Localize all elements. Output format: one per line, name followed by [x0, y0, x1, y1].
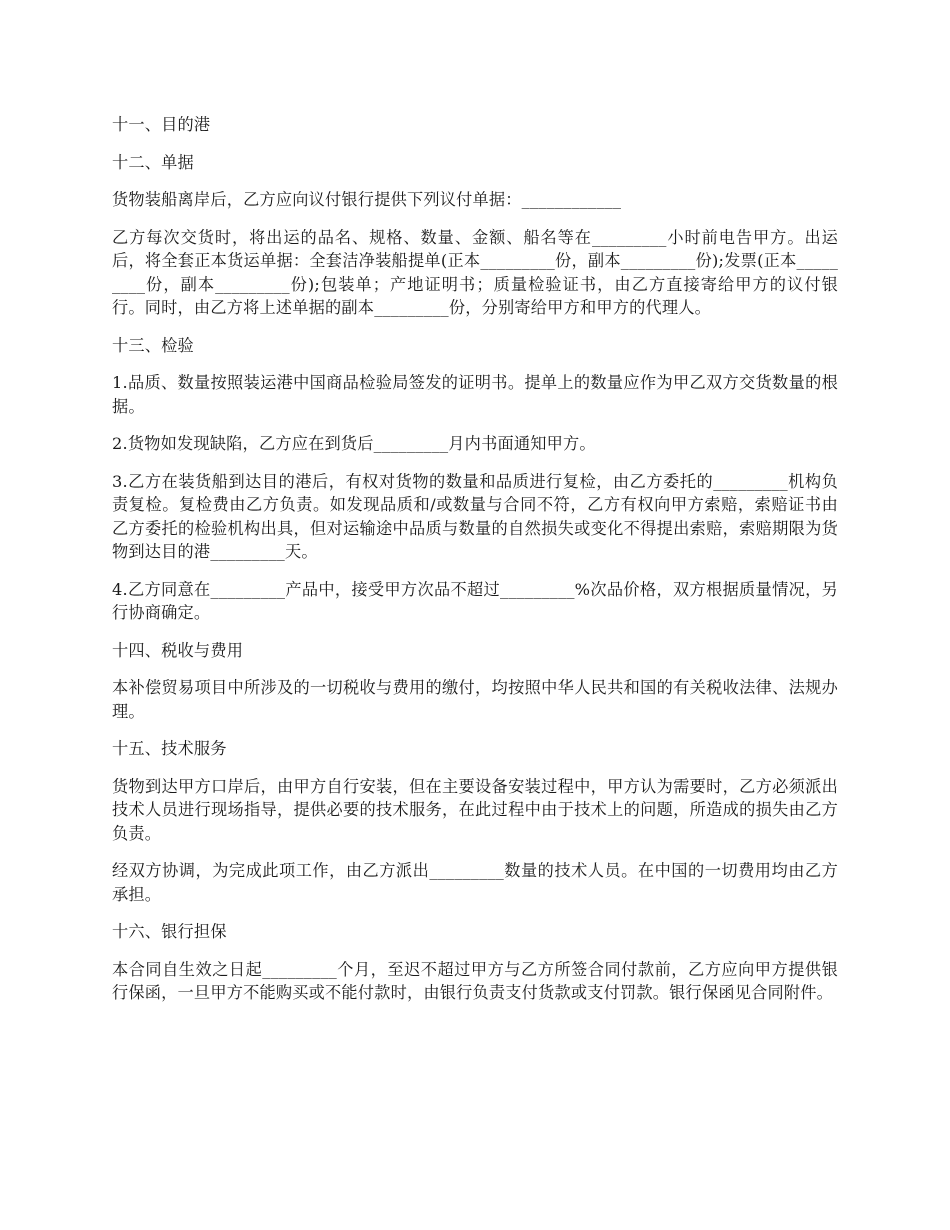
section-heading-documents: 十二、单据: [112, 152, 194, 172]
section-heading-technical-service: 十五、技术服务: [112, 739, 227, 758]
paragraph-technical-service-2: 经双方协调，为完成此项工作，由乙方派出_________数量的技术人员。在中国的一切费用均由乙方承担。: [112, 861, 838, 904]
paragraph-inspection-1: 1.品质、数量按照装运港中国商品检验局签发的证明书。提单上的数量应作为甲乙双方交货数量的根据。: [112, 373, 838, 416]
section-heading-taxes-fees: 十四、税收与费用: [112, 640, 244, 660]
section-heading-bank-guarantee: 十六、银行担保: [112, 922, 227, 941]
paragraph-inspection-4: 4.乙方同意在_________产品中，接受甲方次品不超过_________%次品价格，双方根据质量情况，另行协商确定。: [112, 579, 838, 622]
paragraph-technical-service-1: 货物到达甲方口岸后，由甲方自行安装，但在主要设备安装过程中，甲方认为需要时，乙方必须派出技术人员进行现场指导，提供必要的技术服务，在此过程中由于技术上的问题，所造成的损失由乙方负责。: [112, 776, 838, 843]
paragraph-taxes-fees: 本补偿贸易项目中所涉及的一切税收与费用的缴付，均按照中华人民共和国的有关税收法律、法规办理。: [112, 678, 838, 721]
document-page: [112, 113, 838, 1019]
paragraph-negotiation-documents: 货物装船离岸后，乙方应向议付银行提供下列议付单据：____________: [112, 190, 622, 209]
paragraph-inspection-3: 3.乙方在装货船到达目的港后，有权对货物的数量和品质进行复检，由乙方委托的_________机构负责复检。复检费由乙方负责。如发现品质和/或数量与合同不符，乙方有权向甲方索赔，索赔证书由乙方委托的检验机构出具，但对运输途中品质与数量的自然损失或变化不得提出索赔，索赔期限为货物到达目的港_________天。: [112, 471, 838, 561]
paragraph-inspection-2: 2.货物如发现缺陷，乙方应在到货后_________月内书面通知甲方。: [112, 434, 596, 453]
section-heading-inspection: 十三、检验: [112, 335, 194, 355]
section-heading-destination-port: 十一、目的港: [112, 115, 211, 134]
paragraph-shipment-notice: 乙方每次交货时，将出运的品名、规格、数量、金额、船名等在_________小时前电告甲方。出运后，将全套正本货运单据：全套洁净装船提单(正本_________份，副本_________份);发票(正本_________份，副本_________份);包装单；产地证明书；质量检验证书，由乙方直接寄给甲方的议付银行。同时，由乙方将上述单据的副本_________份，分别寄给甲方和甲方的代理人。: [112, 227, 838, 317]
paragraph-bank-guarantee: 本合同自生效之日起_________个月，至迟不超过甲方与乙方所签合同付款前，乙方应向甲方提供银行保函，一旦甲方不能购买或不能付款时，由银行负责支付货款或支付罚款。银行保函见合同附件。: [112, 959, 838, 1002]
